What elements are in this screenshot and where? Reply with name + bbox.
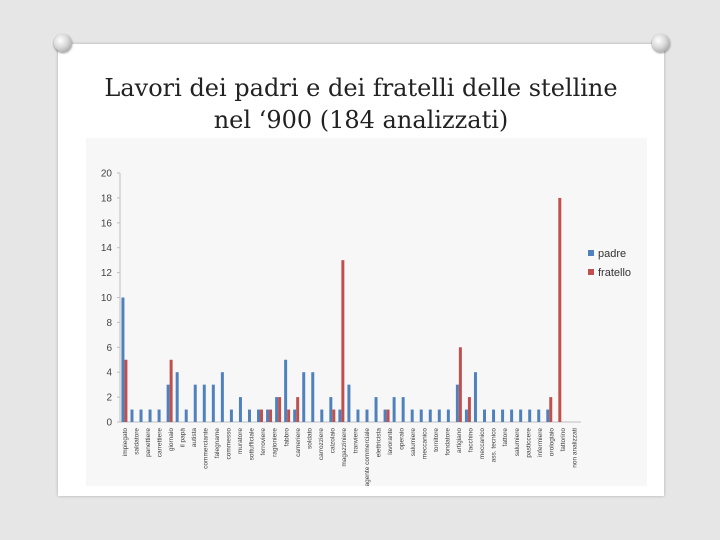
x-tick-label: commerciante xyxy=(202,428,210,469)
bar-chart xyxy=(86,138,647,486)
x-tick-label: tranviere xyxy=(352,428,360,454)
bar-padre xyxy=(474,372,477,422)
bar-padre xyxy=(492,410,495,422)
bar-fratello xyxy=(387,410,390,422)
bar-padre xyxy=(519,410,522,422)
bar-padre xyxy=(528,410,531,422)
bar-padre xyxy=(149,410,152,422)
bar-padre xyxy=(356,410,359,422)
bar-padre xyxy=(420,410,423,422)
bar-padre xyxy=(293,410,296,422)
slide-title xyxy=(58,72,664,136)
x-tick-label: meccanico xyxy=(421,428,429,460)
x-tick-label: agente commerciale xyxy=(363,428,371,486)
bar-padre xyxy=(411,410,414,422)
x-tick-label: magazziniere xyxy=(340,428,348,467)
x-tick-label: carrettiere xyxy=(156,428,164,458)
y-tick-label: 6 xyxy=(106,342,112,354)
x-tick-label: orologiaio xyxy=(548,428,556,457)
bar-padre xyxy=(257,410,260,422)
bar-padre xyxy=(329,397,332,422)
x-tick-label: elettricista xyxy=(375,428,383,458)
x-tick-label: ferroviere xyxy=(260,428,268,456)
x-tick-label: artigiano xyxy=(456,428,464,453)
x-tick-label: fabbro xyxy=(283,428,291,447)
bar-padre xyxy=(311,372,314,422)
y-tick-label: 0 xyxy=(106,417,112,429)
bar-fratello xyxy=(332,410,335,422)
bar-padre xyxy=(194,385,197,422)
chart-frame xyxy=(86,138,647,486)
bar-fratello xyxy=(287,410,290,422)
x-tick-label: non analizzati xyxy=(571,428,579,468)
x-tick-label: saldatore xyxy=(133,428,141,455)
x-tick-label: commesso xyxy=(225,428,233,460)
bar-padre xyxy=(375,397,378,422)
x-tick-label: cameriere xyxy=(294,428,302,457)
bar-padre xyxy=(130,410,133,422)
bar-fratello xyxy=(468,397,471,422)
x-tick-label: tornitore xyxy=(433,428,441,452)
x-tick-label: lavorante xyxy=(386,428,394,455)
bar-padre xyxy=(230,410,233,422)
bar-padre xyxy=(212,385,215,422)
bar-fratello xyxy=(459,347,462,422)
legend-label-padre: padre xyxy=(598,248,627,260)
bar-padre xyxy=(510,410,513,422)
bar-padre xyxy=(320,410,323,422)
bar-padre xyxy=(176,372,179,422)
bar-padre xyxy=(447,410,450,422)
bar-padre xyxy=(275,397,278,422)
bar-padre xyxy=(221,372,224,422)
slide-title-line1: Lavori dei padri e dei fratelli delle stelline xyxy=(104,74,618,102)
bar-padre xyxy=(537,410,540,422)
x-tick-label: soldato xyxy=(306,428,314,449)
y-tick-label: 20 xyxy=(100,168,112,180)
x-tick-label: fattorino xyxy=(559,428,567,452)
x-tick-label: carrozziere xyxy=(317,428,325,461)
x-tick-label: calzolaio xyxy=(329,428,337,454)
x-tick-label: meccanico xyxy=(479,428,487,460)
bar-padre xyxy=(501,410,504,422)
bar-padre xyxy=(546,410,549,422)
bar-padre xyxy=(140,410,143,422)
x-tick-label: sottufficiale xyxy=(248,428,256,461)
bar-padre xyxy=(384,410,387,422)
bar-padre xyxy=(203,385,206,422)
x-tick-label: autista xyxy=(191,428,199,448)
x-tick-label: ass. tecnico xyxy=(490,428,498,463)
y-tick-label: 18 xyxy=(100,193,112,205)
x-tick-label: giornaio xyxy=(168,428,176,452)
legend-swatch-fratello xyxy=(588,269,594,275)
bar-padre xyxy=(347,385,350,422)
bar-padre xyxy=(239,397,242,422)
x-tick-label: falegname xyxy=(214,428,222,459)
x-tick-label: impiegato xyxy=(121,428,129,457)
bar-padre xyxy=(465,410,468,422)
bar-padre xyxy=(429,410,432,422)
bar-padre xyxy=(402,397,405,422)
bar-fratello xyxy=(296,397,299,422)
y-tick-label: 12 xyxy=(100,268,112,280)
bar-padre xyxy=(266,410,269,422)
x-tick-label: facchino xyxy=(467,428,475,453)
bar-padre xyxy=(456,385,459,422)
bar-padre xyxy=(248,410,251,422)
x-tick-label: operaio xyxy=(398,428,406,450)
bar-padre xyxy=(302,372,305,422)
bar-fratello xyxy=(124,360,127,422)
x-tick-label: panettiere xyxy=(144,428,152,457)
bar-padre xyxy=(393,397,396,422)
y-tick-label: 2 xyxy=(106,392,112,404)
x-tick-label: salumiere xyxy=(410,428,418,457)
bar-padre xyxy=(338,410,341,422)
x-tick-label: il papà xyxy=(179,428,187,448)
bar-fratello xyxy=(260,410,263,422)
x-tick-label: fondatore xyxy=(444,428,452,456)
y-tick-label: 14 xyxy=(100,243,112,255)
bar-padre xyxy=(284,360,287,422)
bar-padre xyxy=(366,410,369,422)
bar-fratello xyxy=(558,198,561,422)
y-tick-label: 16 xyxy=(100,218,112,230)
bar-fratello xyxy=(269,410,272,422)
legend-swatch-padre xyxy=(588,250,594,256)
x-tick-label: fattore xyxy=(502,428,510,447)
bar-padre xyxy=(483,410,486,422)
x-tick-label: salumiere xyxy=(513,428,521,457)
legend-label-fratello: fratello xyxy=(598,267,632,279)
x-tick-label: pasticcere xyxy=(525,428,533,458)
bar-padre xyxy=(185,410,188,422)
x-tick-label: muratore xyxy=(237,428,245,455)
y-tick-label: 10 xyxy=(100,293,112,304)
bar-fratello xyxy=(170,360,173,422)
slide-title-line2: nel ‘900 (184 analizzati) xyxy=(213,106,509,134)
x-tick-label: ragioniere xyxy=(271,428,279,457)
x-tick-label: infermiere xyxy=(536,428,544,457)
y-tick-label: 4 xyxy=(106,367,112,379)
pushpin-icon xyxy=(54,34,72,52)
bar-padre xyxy=(158,410,161,422)
y-tick-label: 8 xyxy=(106,317,112,329)
bar-fratello xyxy=(549,397,552,422)
bar-padre xyxy=(121,298,124,423)
pushpin-icon xyxy=(652,34,670,52)
bar-fratello xyxy=(278,397,281,422)
bar-fratello xyxy=(341,260,344,422)
bar-padre xyxy=(438,410,441,422)
bar-padre xyxy=(167,385,170,422)
